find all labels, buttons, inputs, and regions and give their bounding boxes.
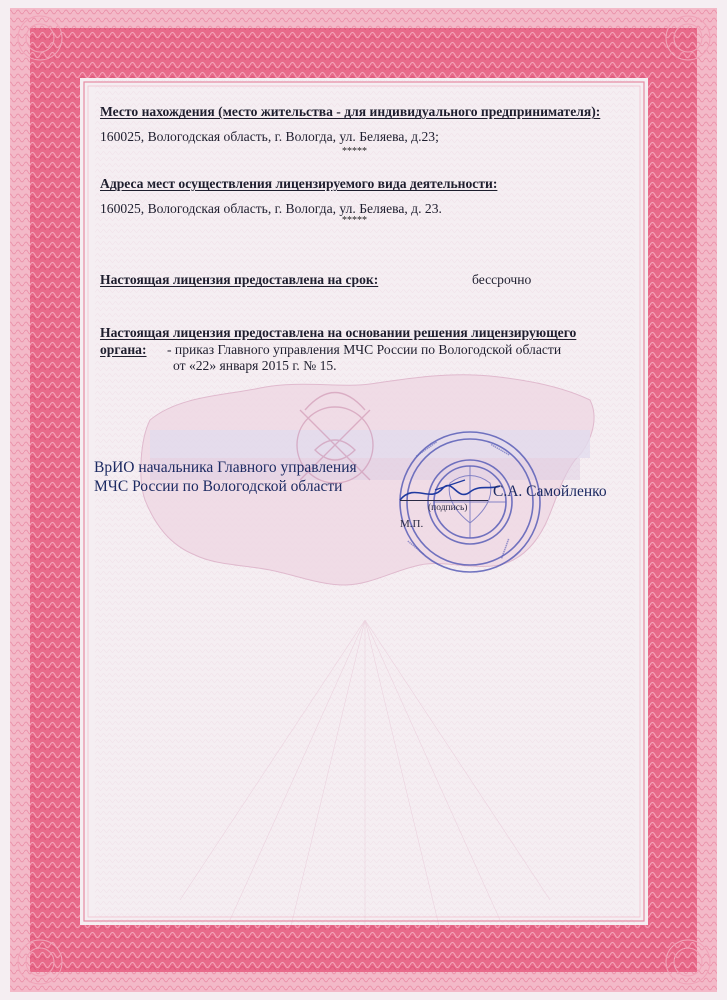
- signatory-position-line1: ВрИО начальника Главного управления: [94, 459, 357, 476]
- signature-line: [400, 500, 488, 501]
- basis-heading-line1: Настоящая лицензия предоставлена на основании решения лицензирующего: [100, 325, 577, 340]
- basis-value-line2: от «22» января 2015 г. № 15.: [173, 358, 337, 373]
- signatory-position-line2: МЧС России по Вологодской области: [94, 478, 343, 495]
- activity-addresses-heading: Адреса мест осуществления лицензируемого вида деятельности:: [100, 176, 498, 191]
- basis-heading-line2: органа:: [100, 342, 147, 357]
- basis-value-line1: - приказ Главного управления МЧС России по Вологодской области: [167, 342, 562, 357]
- svg-text:▪▪▪▪▪▪▪▪▪▪: ▪▪▪▪▪▪▪▪▪▪: [497, 537, 511, 560]
- activity-addresses-value: 160025, Вологодская область, г. Вологда, ул. Беляева, д. 23.: [100, 201, 442, 216]
- location-heading: Место нахождения (место жительства - для индивидуального предпринимателя):: [100, 104, 601, 119]
- term-label: Настоящая лицензия предоставлена на срок:: [100, 272, 379, 287]
- svg-text:▪▪▪▪▪▪▪▪▪▪: ▪▪▪▪▪▪▪▪▪▪: [406, 537, 427, 557]
- activity-addresses-separator: *****: [342, 215, 367, 226]
- location-separator: *****: [342, 146, 367, 157]
- svg-text:▪▪▪▪▪▪▪▪▪▪: ▪▪▪▪▪▪▪▪▪▪: [489, 442, 511, 459]
- signature-caption: (подпись): [428, 503, 468, 513]
- signatory-name: С.А. Самойленко: [493, 483, 607, 500]
- seal-mark: М.П.: [400, 518, 424, 530]
- svg-text:▪▪▪▪▪▪▪▪▪▪▪▪: ▪▪▪▪▪▪▪▪▪▪▪▪: [414, 440, 440, 460]
- term-value: бессрочно: [472, 272, 532, 287]
- location-value: 160025, Вологодская область, г. Вологда, ул. Беляева, д.23;: [100, 129, 439, 144]
